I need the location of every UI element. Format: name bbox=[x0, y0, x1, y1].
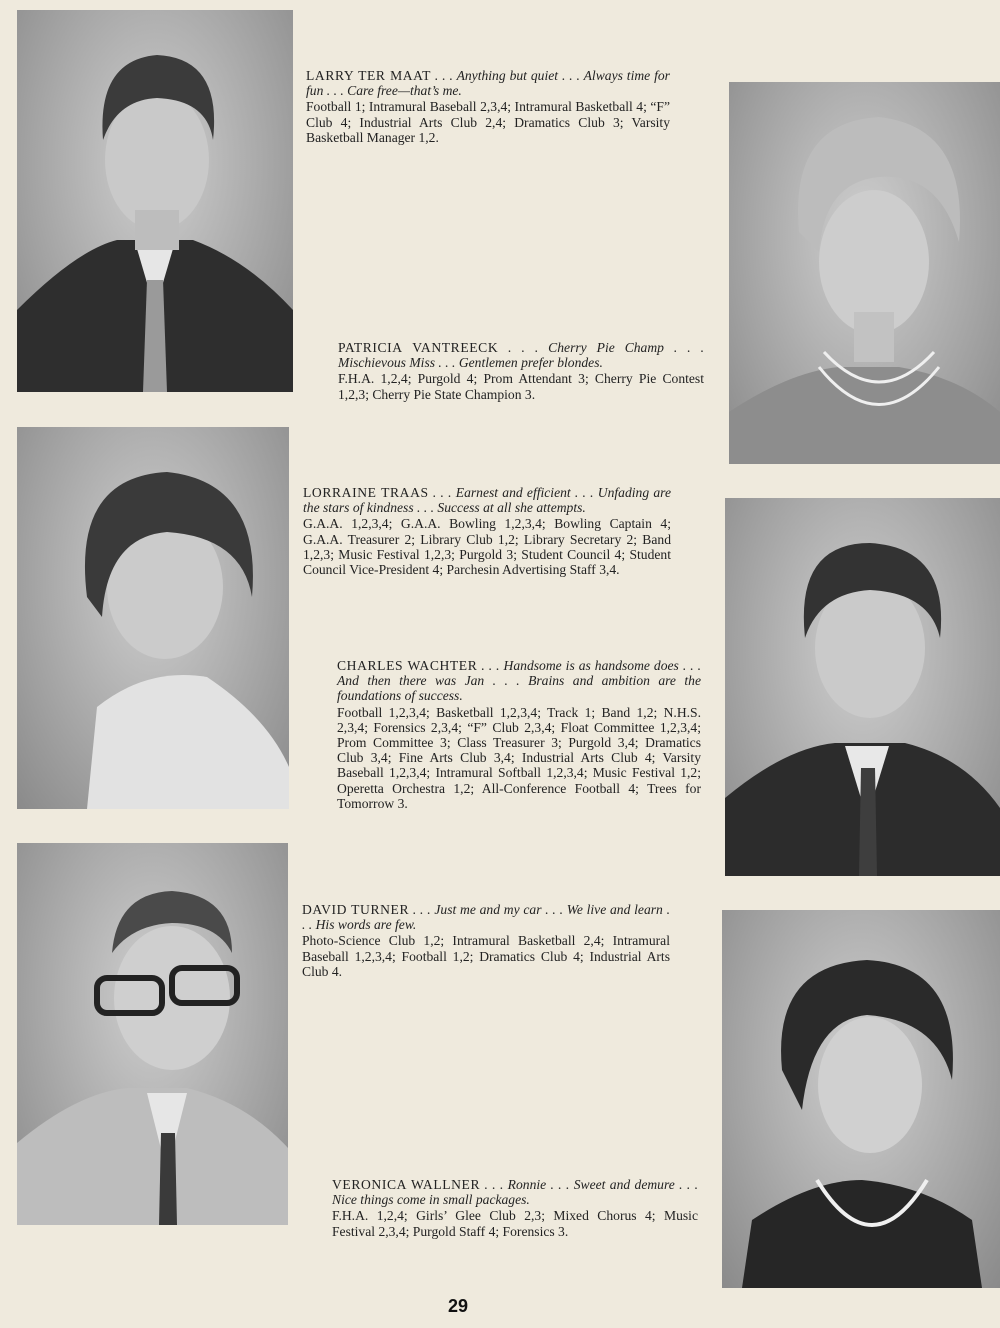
student-activities: F.H.A. 1,2,4; Girls’ Glee Club 2,3; Mixed Chorus 4; Music Festival 2,3,4; Purgold Staff 4; Forensics 3. bbox=[332, 1208, 698, 1239]
student-quote: . . . Anything but quiet . . . Always time for fun . . . Care free—that’s me. bbox=[306, 68, 670, 99]
portrait-larry-ter-maat bbox=[17, 10, 293, 392]
student-activities: F.H.A. 1,2,4; Purgold 4; Prom Attendant 3; Cherry Pie Contest 1,2,3; Cherry Pie State Champion 3. bbox=[338, 371, 704, 402]
entry-veronica-wallner bbox=[332, 1177, 698, 1239]
student-name: VERONICA WALLNER bbox=[332, 1177, 481, 1192]
portrait-david-turner bbox=[17, 843, 288, 1225]
portrait-lorraine-traas bbox=[17, 427, 289, 809]
student-activities: Football 1; Intramural Baseball 2,3,4; Intramural Basketball 4; “F” Club 4; Industrial Arts Club 2,4; Dramatics Club 3; Varsity Basketball Manager 1,2. bbox=[306, 99, 670, 145]
page-number: 29 bbox=[448, 1296, 469, 1316]
student-activities: G.A.A. 1,2,3,4; G.A.A. Bowling 1,2,3,4; Bowling Captain 4; G.A.A. Treasurer 2; Library Club 1,2; Library Secretary 2; Band 1,2,3; Music Festival 1,2,3; Purgold 3; Student Council 4; Student Council Vice-President 4; Parchesin Advertising Staff 3,4. bbox=[303, 516, 671, 578]
student-quote: . . . Just me and my car . . . We live and learn . . . His words are few. bbox=[302, 902, 670, 933]
portrait-charles-wachter bbox=[725, 498, 1000, 876]
entry-larry-ter-maat bbox=[306, 68, 670, 145]
entry-lorraine-traas bbox=[303, 485, 671, 577]
student-quote: . . . Handsome is as handsome does . . . And then there was Jan . . . Brains and ambition are the foundations of success. bbox=[337, 658, 701, 704]
student-quote: . . . Earnest and efficient . . . Unfading are the stars of kindness . . . Success at all she attempts. bbox=[303, 485, 671, 516]
portrait-patricia-vantreeck bbox=[729, 82, 1000, 464]
student-name: LARRY TER MAAT bbox=[306, 68, 431, 83]
entry-patricia-vantreeck bbox=[338, 340, 704, 402]
student-activities: Football 1,2,3,4; Basketball 1,2,3,4; Track 1; Band 1,2; N.H.S. 2,3,4; Forensics 2,3,4; “F” Club 2,3,4; Float Committee 1,2,3,4; Prom Committee 3; Class Treasurer 3; Purgold 3,4; Dramatics Club 3,4; Fine Arts Club 3,4; Industrial Arts Club 4; Varsity Baseball 1,2,3,4; Intramural Softball 1,2,3,4; Music Festival 1,2; Operetta Orchestra 1,2; All-Conference Football 4; Trees for Tomorrow 3. bbox=[337, 704, 701, 811]
student-quote: . . . Cherry Pie Champ . . . Mischievous Miss . . . Gentlemen prefer blondes. bbox=[338, 340, 704, 371]
student-name: DAVID TURNER bbox=[302, 902, 410, 917]
student-name: CHARLES WACHTER bbox=[337, 658, 478, 673]
student-activities: Photo-Science Club 1,2; Intramural Basketball 2,4; Intramural Baseball 1,2,3,4; Football 1,2; Dramatics Club 4; Industrial Arts Club 4. bbox=[302, 933, 670, 979]
student-quote: . . . Ronnie . . . Sweet and demure . . . Nice things come in small packages. bbox=[332, 1177, 699, 1208]
student-name: PATRICIA VANTREECK bbox=[338, 340, 499, 355]
entry-david-turner bbox=[302, 902, 670, 979]
student-name: LORRAINE TRAAS bbox=[303, 485, 429, 500]
portrait-veronica-wallner bbox=[722, 910, 1000, 1288]
entry-charles-wachter bbox=[337, 658, 701, 811]
